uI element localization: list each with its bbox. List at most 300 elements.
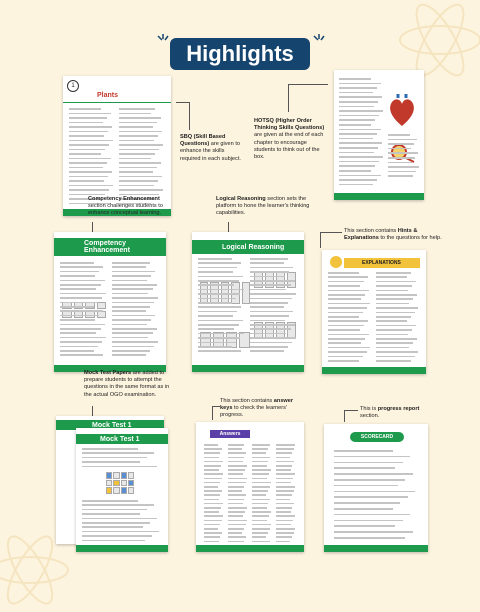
- text-line: [376, 360, 411, 362]
- text-line: [339, 179, 377, 181]
- progress-thumbnail: [324, 424, 428, 552]
- text-line: [339, 133, 377, 135]
- text-line: [204, 452, 220, 454]
- text-line: [334, 508, 393, 510]
- text-line: [119, 162, 161, 164]
- logical-thumbnail: [192, 232, 304, 372]
- text-line: [82, 509, 147, 511]
- text-line: [252, 541, 270, 543]
- text-line: [276, 499, 290, 501]
- text-line: [388, 162, 412, 164]
- text-line: [119, 113, 151, 115]
- page-footer: [76, 545, 168, 552]
- text-line: [339, 147, 378, 149]
- text-line: [328, 329, 360, 331]
- text-line: [82, 522, 150, 524]
- text-line: [198, 320, 243, 322]
- text-line: [328, 334, 369, 336]
- text-line: [69, 180, 104, 182]
- text-line: [252, 482, 271, 484]
- text-line: [228, 478, 247, 480]
- text-line: [334, 462, 403, 464]
- text-line: [60, 319, 95, 321]
- text-line: [112, 288, 153, 290]
- text-line: [328, 272, 359, 274]
- connector-line: [288, 84, 328, 112]
- text-line: [228, 532, 242, 534]
- text-line: [250, 293, 296, 295]
- section-header-bar: Logical Reasoning: [192, 240, 304, 254]
- text-line: [82, 500, 138, 502]
- text-line: [119, 149, 159, 151]
- text-line: [276, 536, 292, 538]
- text-line: [328, 325, 364, 327]
- text-line: [339, 129, 381, 131]
- text-line: [252, 494, 266, 496]
- text-line: [198, 302, 232, 304]
- text-line: [228, 511, 245, 513]
- text-line: [252, 532, 268, 534]
- text-line: [112, 271, 155, 273]
- text-line: [376, 298, 413, 300]
- text-line: [250, 276, 285, 278]
- hotsq-thumbnail: [334, 70, 424, 200]
- text-line: [198, 346, 232, 348]
- text-line: [119, 126, 153, 128]
- text-line: [276, 486, 295, 488]
- text-line: [119, 189, 163, 191]
- text-line: [334, 514, 410, 516]
- text-line: [82, 466, 157, 468]
- text-line: [119, 167, 157, 169]
- text-line: [276, 490, 294, 492]
- sbq-caption: SBQ (Skill Based Questions) are given to enhance the skills required in each subject.: [180, 134, 241, 162]
- text-line: [388, 143, 414, 145]
- text-line: [204, 444, 218, 446]
- text-line: [228, 457, 244, 459]
- text-line: [328, 360, 359, 362]
- section-header-bar: Competency Enhancement: [54, 238, 166, 256]
- text-line: [119, 176, 162, 178]
- text-line: [388, 171, 416, 173]
- text-line: [198, 276, 243, 278]
- text-line: [112, 293, 148, 295]
- answers-caption: This section contains answer keys to check the learners' progress.: [220, 398, 294, 419]
- page-footer: [324, 545, 428, 552]
- text-line: [82, 535, 152, 537]
- text-line: [250, 324, 295, 326]
- text-line: [69, 158, 111, 160]
- text-line: [119, 135, 158, 137]
- text-line: [82, 504, 154, 506]
- text-line: [376, 281, 416, 283]
- text-line: [112, 297, 158, 299]
- text-line: [250, 289, 286, 291]
- logical-caption: Logical Reasoning section sets the platform to hone the learner's thinking capabilities.: [216, 196, 310, 217]
- mock-caption: Mock Test Papers are added to prepare students to attempt the questions in the same format as in the actual OGO examination.: [84, 370, 170, 398]
- text-line: [69, 117, 107, 119]
- text-line: [339, 78, 371, 80]
- text-line: [276, 503, 294, 505]
- text-line: [204, 457, 219, 459]
- text-line: [69, 171, 112, 173]
- text-line: [198, 311, 237, 313]
- text-line: [204, 520, 222, 522]
- text-line: [228, 448, 242, 450]
- text-line: [328, 307, 367, 309]
- text-line: [388, 157, 415, 159]
- text-line: [334, 473, 413, 475]
- page-footer: [334, 193, 424, 200]
- text-line: [112, 341, 158, 343]
- chapter-title: Plants: [97, 92, 119, 99]
- text-line: [252, 515, 269, 517]
- text-line: [204, 490, 222, 492]
- text-line: [334, 537, 405, 539]
- text-line: [376, 312, 415, 314]
- text-line: [198, 298, 236, 300]
- text-line: [69, 108, 101, 110]
- section-header-bar: Mock Test 1: [56, 420, 164, 430]
- text-line: [60, 350, 94, 352]
- text-line: [60, 306, 94, 308]
- section-header-bar: Mock Test 1: [76, 434, 168, 444]
- text-line: [69, 126, 112, 128]
- text-line: [198, 258, 232, 260]
- text-line: [198, 293, 240, 295]
- text-line: [228, 461, 243, 463]
- text-line: [252, 457, 270, 459]
- text-line: [69, 194, 105, 196]
- connector-line: [344, 410, 358, 422]
- text-line: [252, 490, 268, 492]
- text-line: [82, 457, 147, 459]
- text-line: [276, 457, 290, 459]
- text-line: [334, 531, 413, 533]
- text-line: [328, 298, 361, 300]
- connector-line: [228, 222, 229, 232]
- text-line: [119, 158, 151, 160]
- text-line: [339, 110, 383, 112]
- text-line: [250, 315, 289, 317]
- text-line: [328, 320, 368, 322]
- text-line: [60, 302, 98, 304]
- text-line: [250, 280, 295, 282]
- mock-thumbnail-front: [76, 428, 168, 552]
- text-line: [60, 293, 106, 295]
- text-line: [69, 189, 109, 191]
- text-line: [376, 303, 409, 305]
- scorecard-banner: SCORECARD: [350, 432, 404, 442]
- text-line: [228, 490, 242, 492]
- text-line: [388, 134, 410, 136]
- text-line: [276, 511, 291, 513]
- text-line: [60, 332, 96, 334]
- text-line: [276, 461, 294, 463]
- text-line: [388, 166, 419, 168]
- text-line: [376, 290, 408, 292]
- text-line: [204, 503, 223, 505]
- text-line: [204, 465, 221, 467]
- text-line: [60, 297, 102, 299]
- text-line: [228, 541, 244, 543]
- connector-line: [176, 102, 190, 130]
- text-line: [198, 328, 234, 330]
- text-line: [252, 536, 266, 538]
- text-line: [112, 275, 151, 277]
- page-title: Highlights: [186, 41, 294, 66]
- text-line: [112, 266, 146, 268]
- text-line: [339, 184, 373, 186]
- text-line: [334, 520, 403, 522]
- page-footer: [192, 365, 304, 372]
- explanations-banner: EXPLANATIONS: [344, 258, 420, 268]
- text-line: [250, 298, 292, 300]
- text-line: [252, 473, 269, 475]
- text-line: [252, 444, 270, 446]
- connector-line: [212, 406, 220, 420]
- text-line: [328, 342, 361, 344]
- text-line: [339, 87, 377, 89]
- text-line: [334, 496, 408, 498]
- text-line: [339, 83, 381, 85]
- text-line: [376, 285, 412, 287]
- text-line: [204, 515, 223, 517]
- text-line: [328, 347, 370, 349]
- text-line: [60, 337, 106, 339]
- text-line: [119, 108, 155, 110]
- text-line: [250, 258, 288, 260]
- text-line: [119, 194, 159, 196]
- text-line: [228, 507, 247, 509]
- text-line: [228, 465, 247, 467]
- text-line: [82, 526, 143, 528]
- text-line: [198, 306, 241, 308]
- text-line: [204, 461, 223, 463]
- text-line: [250, 267, 293, 269]
- text-line: [388, 139, 417, 141]
- text-line: [228, 515, 243, 517]
- text-line: [250, 337, 296, 339]
- text-line: [376, 276, 407, 278]
- text-line: [276, 469, 291, 471]
- text-line: [112, 324, 147, 326]
- text-line: [376, 325, 416, 327]
- text-line: [60, 310, 103, 312]
- text-line: [334, 491, 415, 493]
- text-line: [112, 262, 150, 264]
- text-line: [198, 267, 237, 269]
- text-line: [252, 465, 267, 467]
- text-line: [252, 507, 267, 509]
- text-line: [250, 320, 285, 322]
- text-line: [198, 289, 244, 291]
- text-line: [204, 511, 219, 513]
- answers-thumbnail: [196, 422, 304, 552]
- text-line: [228, 499, 244, 501]
- text-line: [60, 328, 101, 330]
- text-line: [376, 338, 417, 340]
- progress-caption: This is progress report section.: [360, 406, 420, 420]
- text-line: [60, 324, 105, 326]
- text-line: [339, 101, 378, 103]
- page-title-banner: [170, 38, 310, 70]
- text-line: [198, 280, 239, 282]
- text-line: [82, 513, 140, 515]
- text-line: [252, 469, 271, 471]
- text-line: [250, 328, 291, 330]
- competency-caption: Competency Enhancement section challenges students to enhance conceptual learning.: [88, 196, 163, 217]
- text-line: [112, 306, 150, 308]
- text-line: [228, 524, 246, 526]
- text-line: [328, 294, 365, 296]
- text-line: [198, 262, 241, 264]
- text-line: [60, 275, 95, 277]
- text-line: [204, 478, 222, 480]
- text-line: [112, 332, 153, 334]
- text-line: [276, 532, 294, 534]
- text-line: [69, 185, 113, 187]
- text-line: [376, 320, 407, 322]
- text-line: [339, 115, 379, 117]
- text-line: [276, 473, 295, 475]
- text-line: [119, 171, 153, 173]
- text-line: [119, 140, 154, 142]
- text-line: [376, 307, 418, 309]
- text-line: [252, 524, 271, 526]
- text-line: [276, 444, 295, 446]
- text-line: [276, 465, 292, 467]
- text-line: [112, 315, 155, 317]
- text-line: [112, 337, 148, 339]
- answers-banner: Answers: [210, 430, 250, 438]
- text-line: [228, 482, 246, 484]
- text-line: [276, 520, 293, 522]
- text-line: [334, 456, 410, 458]
- text-line: [69, 144, 109, 146]
- text-line: [198, 315, 233, 317]
- text-line: [198, 271, 233, 273]
- text-line: [204, 499, 219, 501]
- text-line: [276, 482, 291, 484]
- text-line: [328, 281, 364, 283]
- text-line: [328, 316, 359, 318]
- text-line: [328, 303, 370, 305]
- text-line: [228, 494, 246, 496]
- text-line: [228, 528, 244, 530]
- text-line: [82, 531, 159, 533]
- text-line: [119, 117, 161, 119]
- text-line: [376, 347, 409, 349]
- text-line: [60, 284, 101, 286]
- text-line: [328, 285, 360, 287]
- text-line: [228, 473, 243, 475]
- text-line: [276, 528, 295, 530]
- hints-caption: This section contains Hints & Explanations to the questions for help.: [344, 228, 442, 242]
- text-line: [376, 356, 415, 358]
- text-line: [69, 153, 101, 155]
- text-line: [328, 356, 363, 358]
- text-line: [250, 306, 284, 308]
- text-line: [119, 153, 155, 155]
- text-line: [252, 528, 270, 530]
- text-line: [328, 312, 363, 314]
- connector-line: [92, 222, 93, 232]
- text-line: [69, 122, 103, 124]
- text-line: [112, 310, 146, 312]
- text-line: [328, 290, 369, 292]
- text-line: [228, 520, 247, 522]
- text-line: [119, 180, 158, 182]
- text-line: [112, 284, 157, 286]
- text-line: [334, 467, 395, 469]
- text-line: [339, 142, 382, 144]
- text-line: [334, 450, 393, 452]
- text-line: [112, 328, 157, 330]
- text-line: [119, 131, 162, 133]
- text-line: [69, 176, 108, 178]
- text-line: [69, 135, 104, 137]
- text-line: [204, 448, 222, 450]
- text-line: [228, 486, 244, 488]
- bulb-icon: [330, 256, 342, 268]
- text-line: [250, 271, 289, 273]
- puzzle-grid: [106, 472, 134, 494]
- text-line: [339, 96, 382, 98]
- text-line: [328, 276, 368, 278]
- text-line: [388, 175, 413, 177]
- text-line: [204, 486, 218, 488]
- text-line: [198, 337, 240, 339]
- text-line: [60, 346, 98, 348]
- text-line: [69, 113, 111, 115]
- text-line: [252, 452, 266, 454]
- text-line: [204, 494, 220, 496]
- text-line: [334, 525, 395, 527]
- text-line: [204, 536, 220, 538]
- text-line: [250, 302, 288, 304]
- text-line: [69, 131, 108, 133]
- text-line: [204, 524, 220, 526]
- text-line: [82, 452, 154, 454]
- text-line: [82, 448, 138, 450]
- page-footer: [322, 367, 426, 374]
- text-line: [198, 342, 236, 344]
- text-line: [276, 507, 292, 509]
- text-line: [388, 152, 418, 154]
- text-line: [82, 540, 145, 542]
- text-line: [112, 350, 150, 352]
- text-line: [334, 479, 405, 481]
- text-line: [276, 478, 293, 480]
- text-line: [328, 338, 365, 340]
- text-line: [388, 148, 411, 150]
- text-line: [334, 485, 398, 487]
- text-line: [82, 518, 157, 520]
- text-line: [276, 494, 292, 496]
- text-line: [339, 152, 374, 154]
- competency-thumbnail: [54, 232, 166, 372]
- text-line: [204, 528, 218, 530]
- text-line: [250, 350, 284, 352]
- sbq-thumbnail: [63, 76, 171, 216]
- text-line: [376, 334, 408, 336]
- text-line: [276, 515, 295, 517]
- text-line: [204, 507, 221, 509]
- sparkle-icon: [156, 34, 170, 48]
- text-line: [339, 161, 379, 163]
- text-line: [339, 170, 371, 172]
